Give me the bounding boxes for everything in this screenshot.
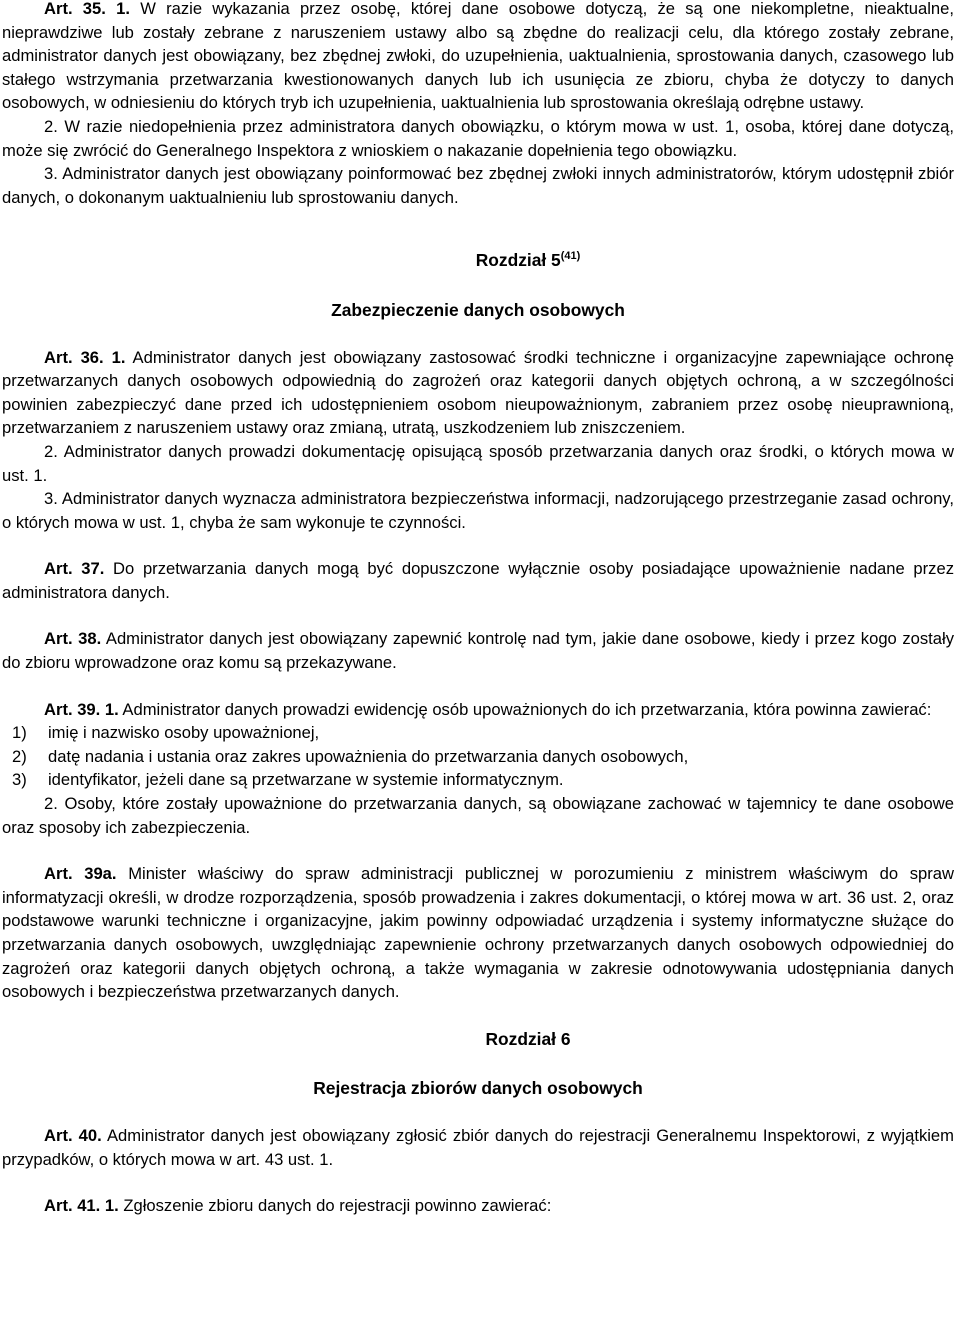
article-38-paragraph — [2, 627, 954, 674]
list-item-text: imię i nazwisko osoby upoważnionej, — [48, 723, 320, 743]
article-39-heading: Art. 39. 1. — [44, 699, 119, 719]
article-35 — [2, 0, 954, 209]
article-41-paragraph-1-text: Zgłoszenie zbioru danych do rejestracji powinno zawierać: — [123, 1196, 552, 1216]
list-item — [12, 745, 954, 769]
article-39a-text: Minister właściwy do spraw administracji publicznej w porozumieniu z ministrem właściwym do spraw informatyzacji określi, w drodze rozporządzenia, sposób prowadzenia i zakres dokumentacji, o której mowa w art. 36 ust. 2, oraz podstawowe warunki techniczne i organizacyjne, jakim powinny odpowiadać urządzenia i systemy informatyczne służące do przetwarzania danych osobowych, uwzględniając zapewnienie ochrony przetwarzanych danych osobowych odpowiedniej do zagrożeń oraz kategorii danych objętych ochroną, a także wymagania w zakresie odnotowywania udostępniania danych osobowych i bezpieczeństwa przetwarzanych danych. — [2, 864, 955, 1002]
article-35-paragraph-3-text: Administrator danych jest obowiązany poinformować bez zbędnej zwłoki innych administratorów, którym udostępnił zbiór danych, o dokonanym uaktualnieniu lub sprostowaniu danych. — [2, 164, 955, 207]
article-40-text: Administrator danych jest obowiązany zgłosić zbiór danych do rejestracji Generalnemu Inspektorowi, z wyjątkiem przypadków, o których mowa w art. 43 ust. 1. — [2, 1125, 954, 1169]
article-37 — [2, 557, 954, 604]
article-36-paragraph-2-text: Administrator danych prowadzi dokumentację opisującą sposób przetwarzania danych oraz środki, o których mowa w ust. 1. — [2, 441, 955, 485]
article-36-heading: Art. 36. 1. — [44, 347, 126, 367]
article-41-paragraph-1 — [2, 1194, 954, 1218]
article-39 — [2, 698, 954, 840]
list-item-text: datę nadania i ustania oraz zakres upoważnienia do przetwarzania danych osobowych, — [48, 746, 689, 766]
article-35-paragraph-3 — [2, 162, 954, 209]
article-36-paragraph-3 — [2, 487, 954, 534]
chapter-5-title: Zabezpieczenie danych osobowych — [331, 299, 625, 320]
chapter-6-title: Rejestracja zbiorów danych osobowych — [313, 1078, 643, 1099]
article-39-list — [2, 721, 954, 792]
list-item-text: identyfikator, jeżeli dane są przetwarzane w systemie informatycznym. — [48, 770, 564, 790]
article-36-paragraph-3-text: Administrator danych wyznacza administratora bezpieczeństwa informacji, nadzorującego przestrzeganie zasad ochrony, o których mowa w ust. 1, chyba że sam wykonuje te czynności. — [2, 489, 954, 532]
article-40 — [2, 1124, 954, 1171]
article-40-heading: Art. 40. — [44, 1125, 102, 1145]
paragraph-number: 2. — [44, 116, 58, 136]
article-39-paragraph-2-text: Osoby, które zostały upoważnione do przetwarzania danych, są obowiązane zachować w tajemnicy te dane osobowe oraz sposoby ich zabezpieczenia. — [2, 794, 954, 837]
paragraph-number: 3. — [44, 164, 58, 184]
article-39-paragraph-1-text: Administrator danych prowadzi ewidencję osób upoważnionych do ich przetwarzania, która powinna zawierać: — [122, 699, 932, 719]
chapter-5-label: Rozdział 5 — [475, 250, 561, 271]
article-37-paragraph — [2, 557, 954, 604]
paragraph-number: 2. — [44, 441, 58, 461]
list-item — [12, 768, 954, 792]
article-37-text: Do przetwarzania danych mogą być dopuszczone wyłącznie osoby posiadające upoważnienie nadane przez administratora danych. — [2, 559, 954, 602]
article-41-heading: Art. 41. 1. — [44, 1196, 119, 1216]
article-38-heading: Art. 38. — [44, 629, 102, 649]
article-35-heading: Art. 35. 1. — [44, 0, 130, 18]
article-36-paragraph-1 — [2, 346, 954, 440]
paragraph-number: 3. — [44, 489, 58, 509]
article-36 — [2, 346, 954, 535]
article-39a-heading: Art. 39a. — [44, 864, 117, 884]
article-40-paragraph — [2, 1124, 954, 1171]
article-35-paragraph-1 — [2, 0, 954, 115]
article-39a — [2, 862, 954, 1004]
list-item — [12, 721, 954, 745]
list-item-number: 3) — [12, 770, 27, 790]
document-page — [2, 0, 954, 1218]
article-37-heading: Art. 37. — [44, 559, 105, 579]
article-36-paragraph-1-text: Administrator danych jest obowiązany zastosować środki techniczne i organizacyjne zapewniające ochronę przetwarzanych danych osobowych odpowiednią do zagrożeń oraz kategorii danych objętych ochroną, a w szczególności powinien zabezpieczyć dane przed ich udostępnieniem osobom nieupoważnionym, zabraniem przez osobę nieuprawnioną, przetwarzaniem z naruszeniem ustawy oraz zmianą, utratą, uszkodzeniem lub zniszczeniem. — [2, 347, 954, 438]
footnote-reference: (41) — [560, 250, 581, 263]
list-item-number: 2) — [12, 746, 27, 766]
list-item-number: 1) — [12, 723, 27, 743]
chapter-5-number — [2, 249, 954, 273]
article-38-text: Administrator danych jest obowiązany zapewnić kontrolę nad tym, jakie dane osobowe, kiedy i przez kogo zostały do zbioru wprowadzone oraz komu są przekazywane. — [2, 629, 954, 673]
article-36-paragraph-2 — [2, 440, 954, 487]
article-35-paragraph-1-text: W razie wykazania przez osobę, której dane osobowe dotyczą, że są one niekompletne, nieaktualne, nieprawdziwe lub zostały zebrane z naruszeniem ustawy albo są zbędne do realizacji celu, dla którego zostały zebrane, administrator danych jest obowiązany, bez zbędnej zwłoki, do uzupełnienia, uaktualnienia, sprostowania danych, czasowego lub stałego wstrzymania przetwarzania kwestionowanych danych lub ich usunięcia ze zbioru, chyba że dotyczy to danych osobowych, w odniesieniu do których tryb ich uzupełnienia, uaktualnienia lub sprostowania określają odrębne ustawy. — [2, 0, 954, 113]
article-35-paragraph-2 — [2, 115, 954, 162]
article-38 — [2, 627, 954, 674]
article-39-paragraph-2 — [2, 792, 954, 839]
article-41 — [2, 1194, 954, 1218]
chapter-6-number: Rozdział 6 — [485, 1028, 571, 1049]
article-35-paragraph-2-text: W razie niedopełnienia przez administratora danych obowiązku, o którym mowa w ust. 1, osoba, której dane dotyczą, może się zwrócić do Generalnego Inspektora z wnioskiem o nakazanie dopełnienia tego obowiązku. — [2, 116, 954, 160]
paragraph-number: 2. — [44, 794, 58, 814]
article-39a-paragraph — [2, 862, 954, 1004]
article-39-paragraph-1 — [2, 698, 954, 722]
